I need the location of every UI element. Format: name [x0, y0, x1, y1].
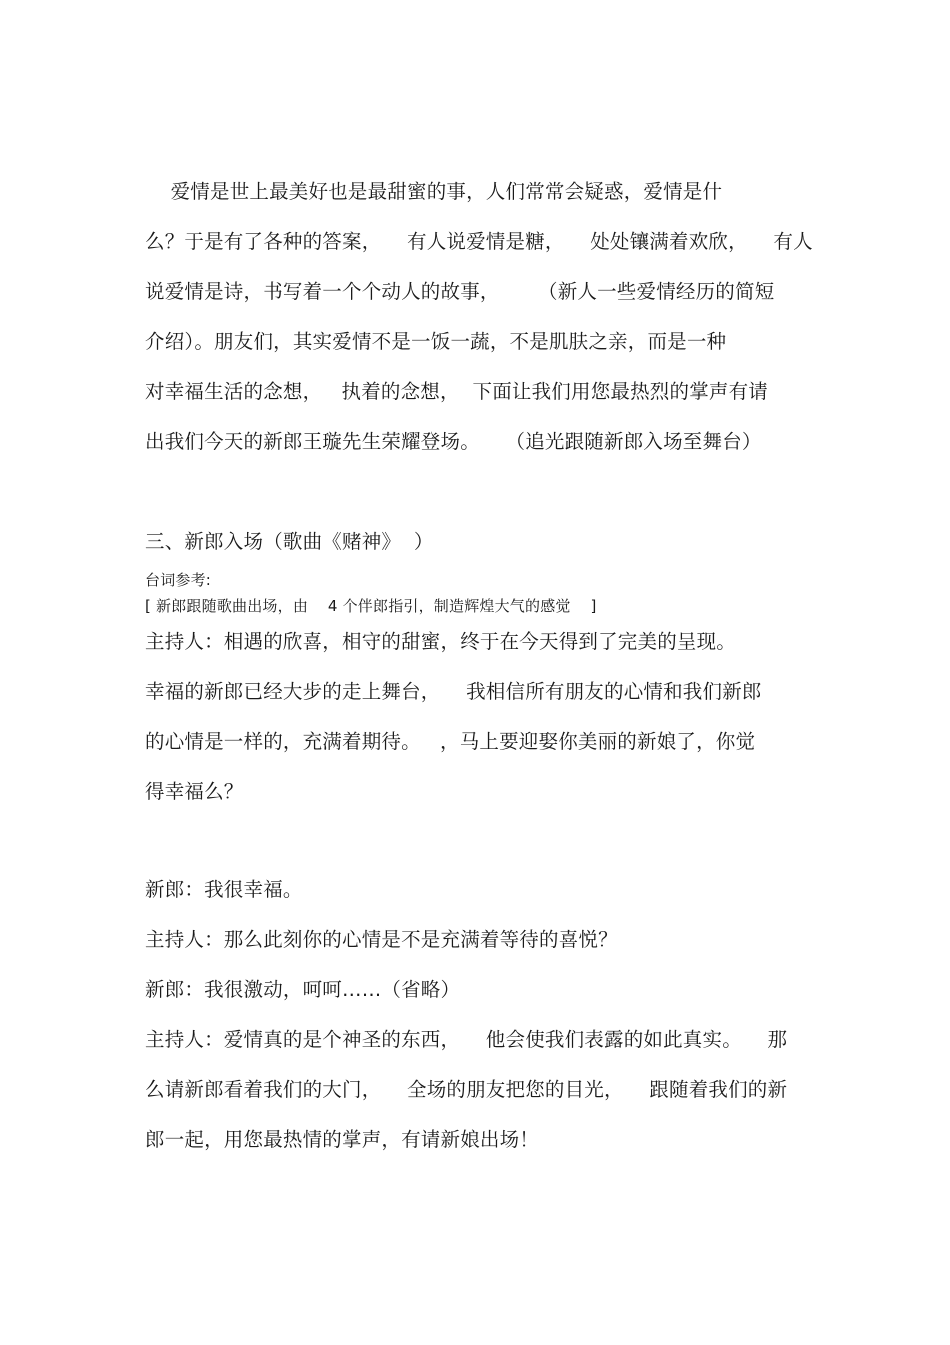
script-reference-label: 台词参考: [145, 571, 212, 589]
dialogue-line: 新郎：我很幸福。 [145, 878, 303, 901]
paragraph1-line: 出我们今天的新郎王璇先生荣耀登场。 （追光跟随新郎入场至舞台） [145, 430, 762, 453]
dialogue-line: 主持人：爱情真的是个神圣的东西， 他会使我们表露的如此真实。 那 [145, 1028, 788, 1051]
paragraph2-line: 幸福的新郎已经大步的走上舞台， 我相信所有朋友的心情和我们新郎 [145, 680, 762, 703]
dialogue-line: 么请新郎看着我们的大门， 全场的朋友把您的目光， 跟随着我们的新 [145, 1078, 788, 1101]
paragraph1-line: 么？于是有了各种的答案， 有人说爱情是糖， 处处镶满着欢欣， 有人 [145, 230, 813, 253]
dialogue-line: 主持人：那么此刻你的心情是不是充满着等待的喜悦？ [145, 928, 618, 951]
paragraph2-line: 主持人：相遇的欣喜，相守的甜蜜，终于在今天得到了完美的呈现。 [145, 630, 737, 653]
paragraph1-line: 爱情是世上最美好也是最甜蜜的事，人们常常会疑惑，爱情是什 [145, 180, 723, 203]
section-heading: 三、新郎入场（歌曲《赌神》 ） [145, 530, 434, 553]
paragraph1-line: 介绍）。朋友们，其实爱情不是一饭一蔬，不是肌肤之亲，而是一种 [145, 330, 727, 353]
paragraph2-line: 得幸福么？ [145, 780, 244, 803]
paragraph1-line: 对幸福生活的念想， 执着的念想， 下面让我们用您最热烈的掌声有请 [145, 380, 768, 403]
dialogue-line: 郎一起，用您最热情的掌声，有请新娘出场！ [145, 1128, 540, 1151]
dialogue-line: 新郎：我很激动，呵呵……（省略） [145, 978, 461, 1001]
paragraph1-line: 说爱情是诗，书写着一个个动人的故事， （新人一些爱情经历的简短 [145, 280, 775, 303]
stage-note: [ 新郎跟随歌曲出场，由 4 个伴郎指引，制造辉煌大气的感觉 ] [145, 597, 597, 615]
paragraph2-line: 的心情是一样的，充满着期待。 ，马上要迎娶你美丽的新娘了，你觉 [145, 730, 756, 753]
